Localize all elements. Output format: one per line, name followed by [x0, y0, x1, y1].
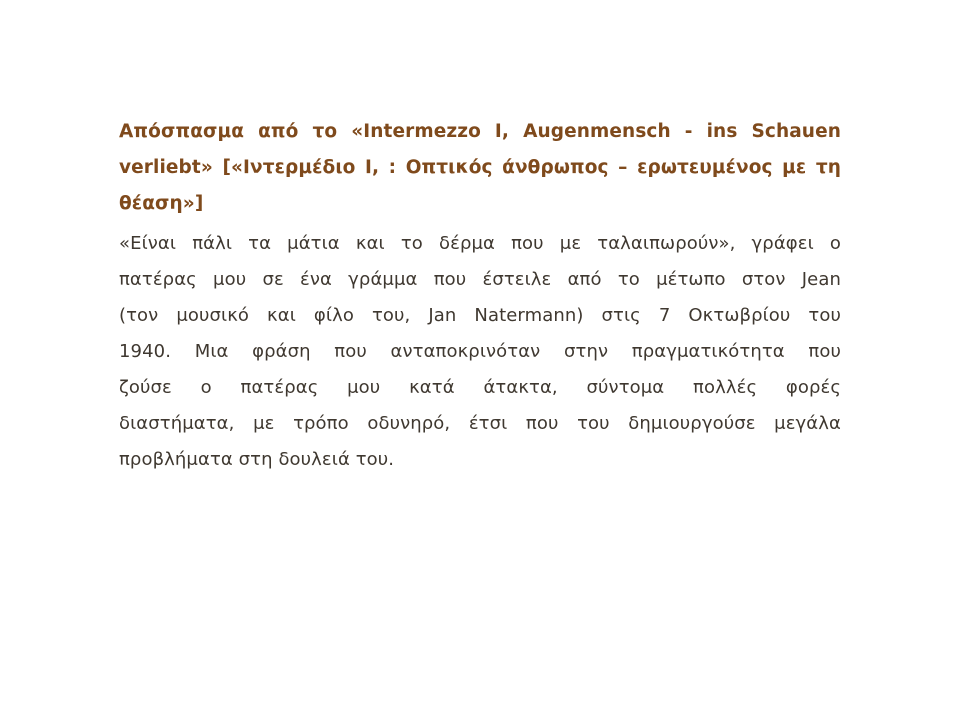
- heading-line: θέαση»]: [119, 193, 204, 214]
- paragraph-line: διαστήματα, με τρόπο οδυνηρό, έτσι που του δημιουργούσε μεγάλα: [119, 413, 841, 434]
- paragraph-line: (τον μουσικό και φίλο του, Jan Natermann) στις 7 Οκτωβρίου του: [119, 305, 841, 326]
- paragraph-line: «Είναι πάλι τα μάτια και το δέρμα που με ταλαιπωρούν», γράφει ο: [119, 233, 841, 254]
- excerpt-paragraph: [119, 226, 841, 478]
- excerpt-heading: [119, 114, 841, 222]
- heading-line: verliebt» [«Ιντερμέδιο Ι, : Οπτικός άνθρωπος – ερωτευμένος με τη: [119, 157, 841, 178]
- paragraph-line: 1940. Μια φράση που ανταποκρινόταν στην πραγματικότητα που: [119, 341, 841, 362]
- paragraph-line: πατέρας μου σε ένα γράμμα που έστειλε από το μέτωπο στον Jean: [119, 269, 841, 290]
- excerpt-text-block: [119, 114, 841, 478]
- paragraph-line: ζούσε ο πατέρας μου κατά άτακτα, σύντομα πολλές φορές: [119, 377, 841, 398]
- paragraph-line: προβλήματα στη δουλειά του.: [119, 449, 395, 470]
- heading-line: Απόσπασμα από το «Intermezzo I, Augenmensch - ins Schauen: [119, 121, 841, 142]
